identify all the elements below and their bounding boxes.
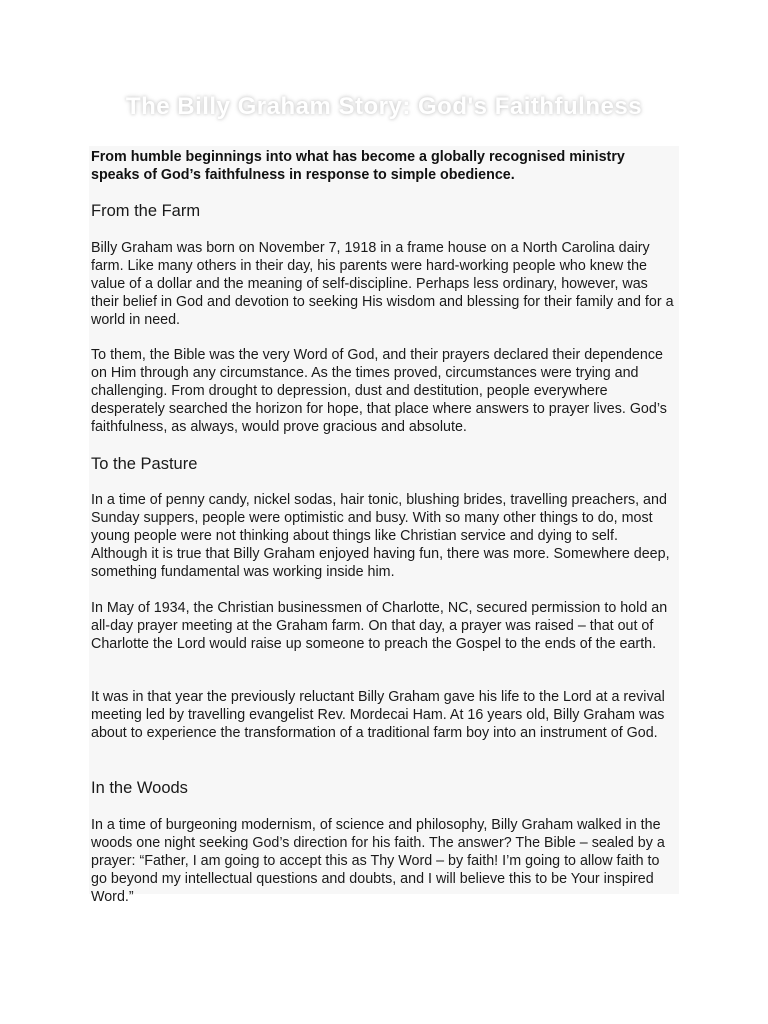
section-heading-to-the-pasture: To the Pasture bbox=[91, 455, 198, 473]
farm-paragraph-1: Billy Graham was born on November 7, 1918 in a frame house on a North Carolina dairy farm. Like many others in their day, his parents were hard-working people who knew the value of a dollar and the meaning of self-discipline. Perhaps less ordinary, however, was their belief in God and devotion to seeking His wisdom and blessing for their family and for a world in need. bbox=[91, 240, 674, 328]
intro-paragraph: From humble beginnings into what has become a globally recognised ministry speaks of God’s faithfulness in response to simple obedience. bbox=[91, 149, 625, 183]
page-title: The Billy Graham Story: God's Faithfulness bbox=[125, 93, 643, 120]
farm-paragraph-2: To them, the Bible was the very Word of God, and their prayers declared their dependence on Him through any circumstance. As the times proved, circumstances were trying and challenging. From drought to depression, dust and destitution, people everywhere desperately searched the horizon for hope, that place where answers to prayer lives. God’s faithfulness, as always, would prove gracious and absolute. bbox=[91, 347, 667, 435]
pasture-paragraph-2: In May of 1934, the Christian businessmen of Charlotte, NC, secured permission to hold an all-day prayer meeting at the Graham farm. On that day, a prayer was raised – that out of Charlotte the Lord would raise up someone to preach the Gospel to the ends of the earth. bbox=[91, 600, 668, 652]
section-heading-in-the-woods: In the Woods bbox=[91, 779, 188, 797]
woods-paragraph-1: In a time of burgeoning modernism, of science and philosophy, Billy Graham walked in the woods one night seeking God’s direction for his faith. The answer? The Bible – sealed by a prayer: “Father, I am going to accept this as Thy Word – by faith! I’m going to allow faith to go beyond my intellectual questions and doubts, and I will believe this to be Your inspired Word.” bbox=[91, 817, 665, 905]
section-heading-from-the-farm: From the Farm bbox=[91, 202, 201, 220]
pasture-paragraph-1: In a time of penny candy, nickel sodas, hair tonic, blushing brides, travelling preachers, and Sunday suppers, people were optimistic and busy. With so many other things to do, most young people were not thinking about things like Christian service and dying to self. Although it is true that Billy Graham enjoyed having fun, there was more. Somewhere deep, something fundamental was working inside him. bbox=[91, 492, 670, 580]
pasture-paragraph-3: It was in that year the previously reluctant Billy Graham gave his life to the Lord at a revival meeting led by travelling evangelist Rev. Mordecai Ham. At 16 years old, Billy Graham was about to experience the transformation of a traditional farm boy into an instrument of God. bbox=[91, 689, 665, 741]
